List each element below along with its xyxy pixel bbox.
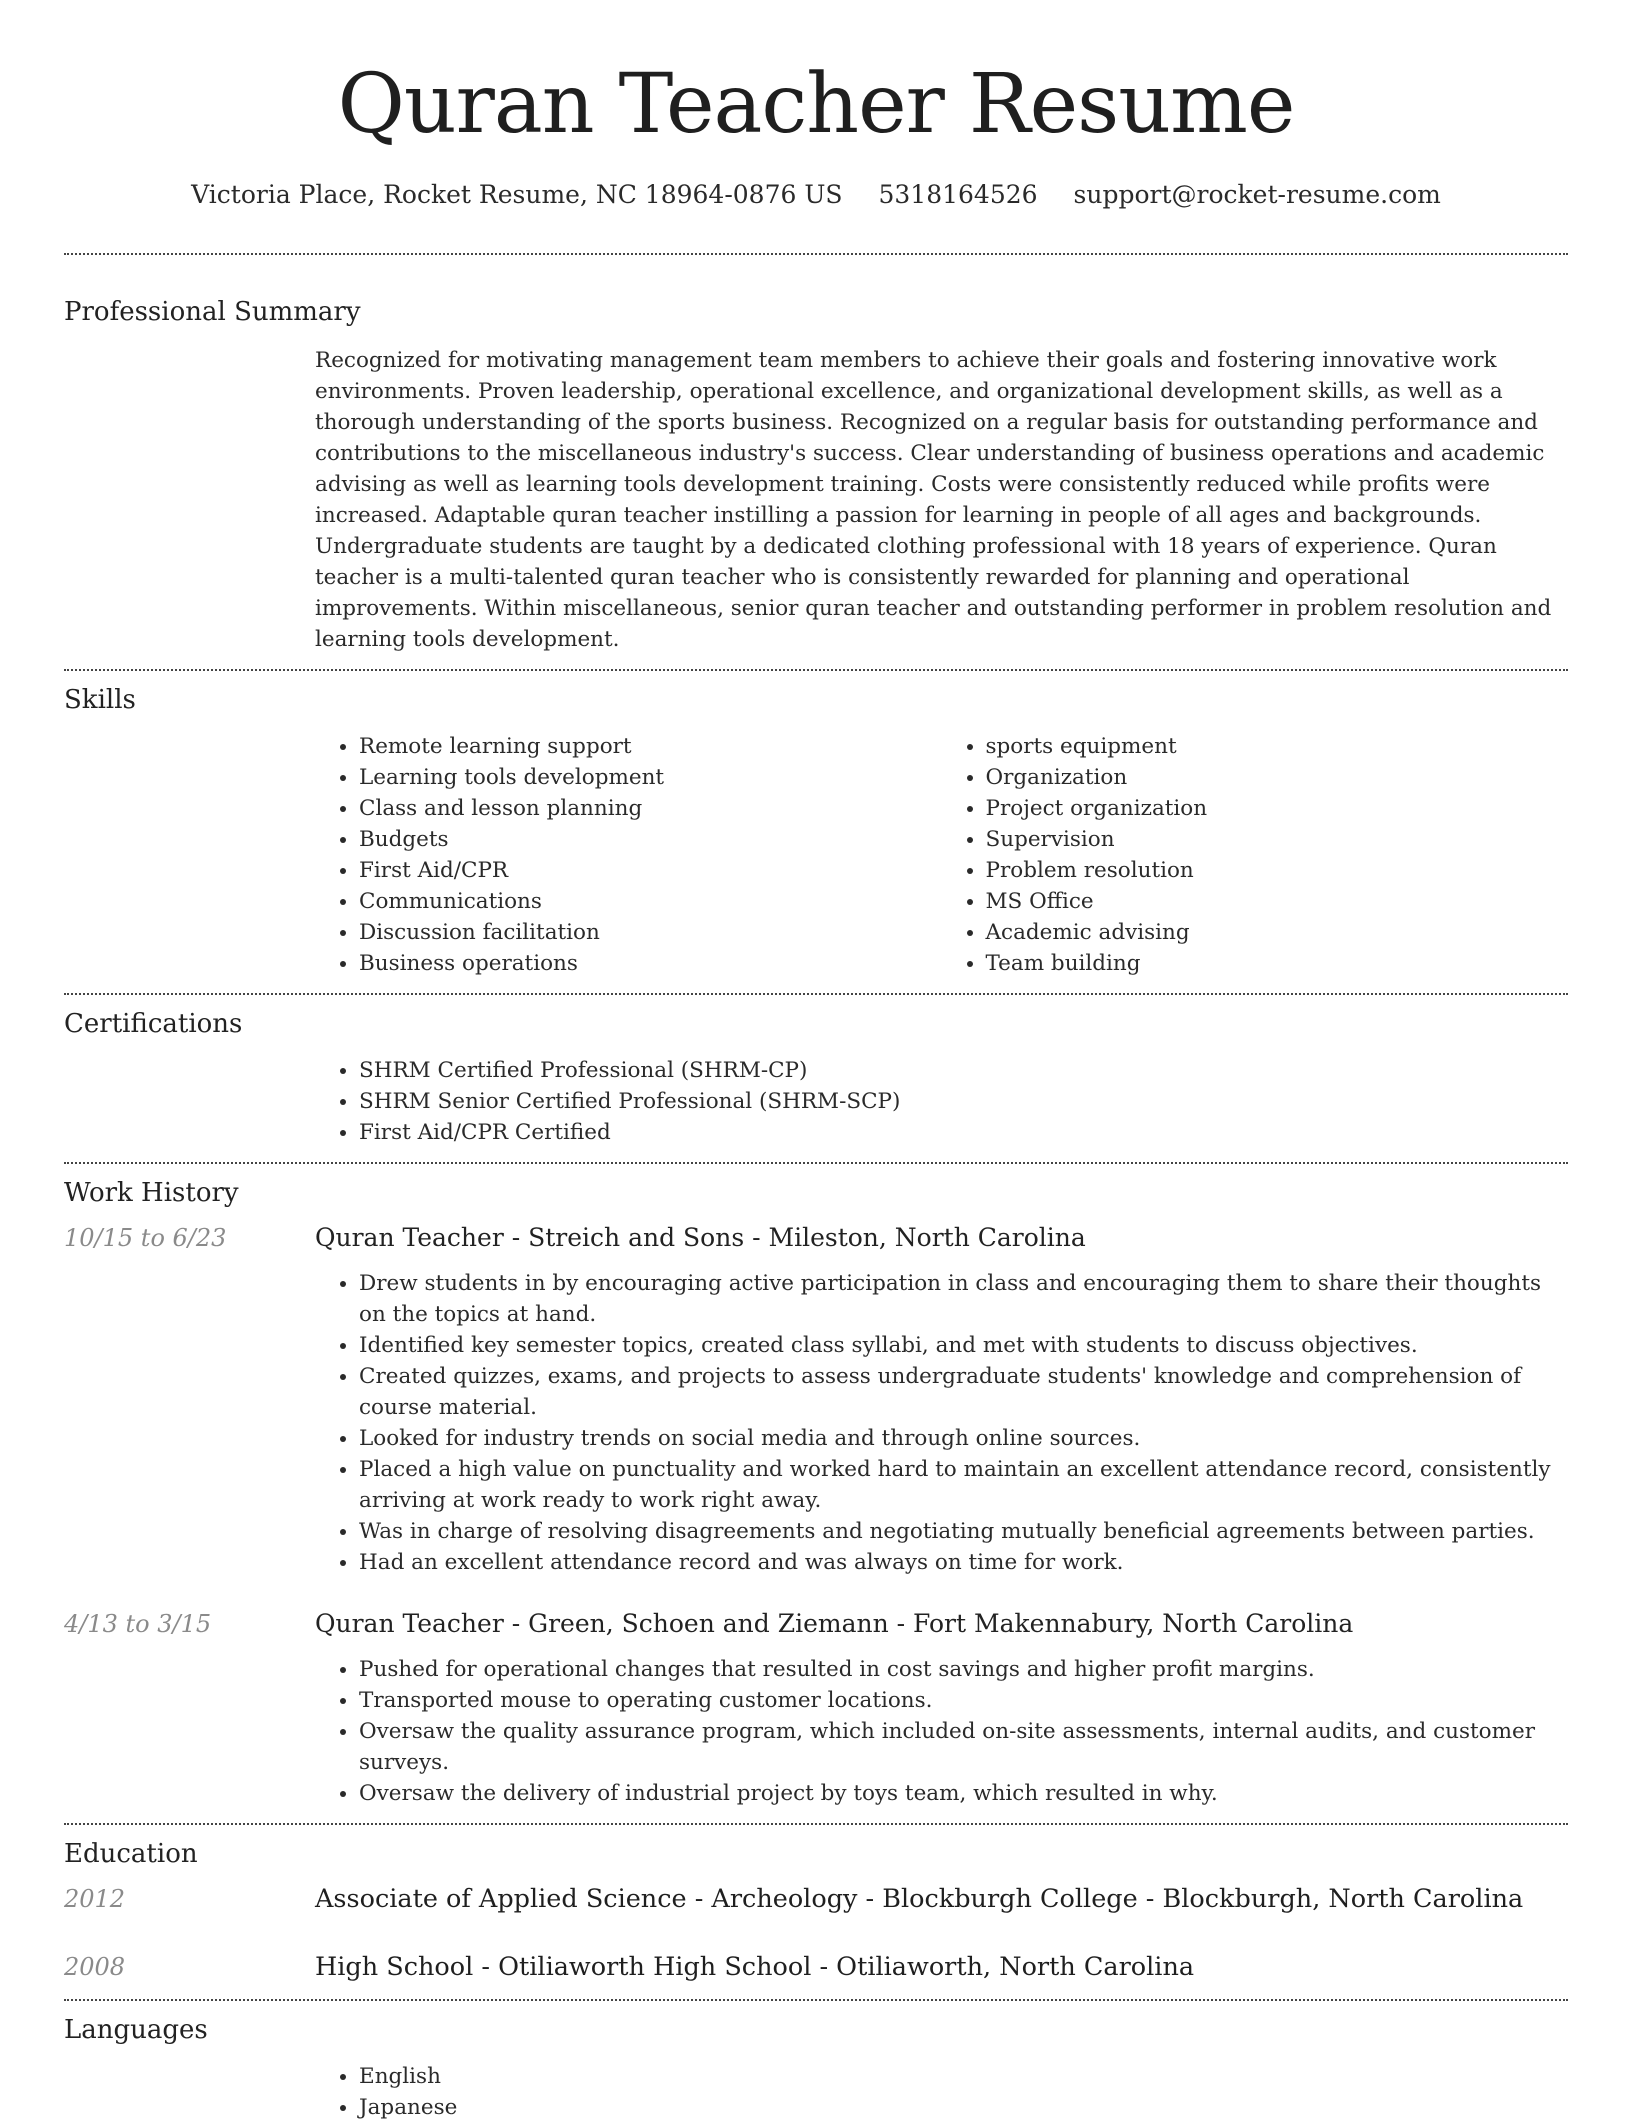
skill-item: • Discussion facilitation [359, 917, 942, 948]
job-bullets [315, 1654, 1568, 1809]
contact-line [64, 177, 1568, 213]
section-heading-summary: Professional Summary [64, 297, 361, 327]
education-year: 2012 [64, 1885, 126, 1913]
job-main [315, 1606, 1568, 1809]
job-bullet: • Placed a high value on punctuality and worked hard to maintain an excellent attendance record, consistently arriving at work ready to work right away. [359, 1454, 1568, 1516]
skill-item: • Remote learning support [359, 731, 942, 762]
skill-item: • Problem resolution [986, 855, 1569, 886]
skills-list-right [942, 731, 1569, 979]
certifications-body [315, 1055, 1568, 1162]
job-entry [64, 1606, 1568, 1823]
skill-item: • Class and lesson planning [359, 793, 942, 824]
section-languages [64, 2001, 1568, 2123]
resume-title: Quran Teacher Resume [337, 57, 1295, 152]
summary-text: Recognized for motivating management team members to achieve their goals and fostering innovative work environments. Proven leadership, operational excellence, and organizational development skills, as well as a thorough understanding of the sports business. Recognized on a regular basis for outstanding performance and contributions to the miscellaneous industry's success. Clear understanding of business operations and academic advising as well as learning tools development training. Costs were consistently reduced while profits were increased. Adaptable quran teacher instilling a passion for learning in people of all ages and backgrounds. Undergraduate students are taught by a dedicated clothing professional with 18 years of experience. Quran teacher is a multi-talented quran teacher who is consistently rewarded for planning and operational improvements. Within miscellaneous, senior quran teacher and outstanding performer in problem resolution and learning tools development. [315, 348, 1552, 652]
language-item: • English [359, 2061, 1568, 2092]
skill-item: • Supervision [986, 824, 1569, 855]
section-summary [64, 255, 1568, 669]
job-bullet: • Transported mouse to operating customer locations. [359, 1685, 1568, 1716]
job-bullet: • Was in charge of resolving disagreements and negotiating mutually beneficial agreements between parties. [359, 1516, 1568, 1547]
skill-item: • sports equipment [986, 731, 1569, 762]
job-bullet: • Had an excellent attendance record and was always on time for work. [359, 1547, 1568, 1578]
certifications-list [315, 1055, 1568, 1148]
skill-item: • Team building [986, 948, 1569, 979]
job-bullets [315, 1268, 1568, 1578]
languages-list [315, 2061, 1568, 2123]
certification-item: • SHRM Certified Professional (SHRM-CP) [359, 1055, 1568, 1086]
skill-item: • Business operations [359, 948, 942, 979]
languages-body [315, 2061, 1568, 2123]
job-entry [64, 1220, 1568, 1578]
contact-address: Victoria Place, Rocket Resume, NC 18964-0876 US [191, 180, 843, 209]
education-entry [64, 1949, 1568, 1999]
section-heading-languages: Languages [64, 2015, 208, 2045]
language-item: • Japanese [359, 2092, 1568, 2123]
job-main [315, 1220, 1568, 1578]
job-title: Quran Teacher - Green, Schoen and Ziemann - Fort Makennabury, North Carolina [315, 1609, 1354, 1638]
certification-item: • SHRM Senior Certified Professional (SHRM-SCP) [359, 1086, 1568, 1117]
education-degree: High School - Otiliaworth High School - Otiliaworth, North Carolina [315, 1952, 1195, 1982]
skill-item: • Learning tools development [359, 762, 942, 793]
section-skills [64, 671, 1568, 993]
section-heading-certifications: Certifications [64, 1009, 243, 1039]
section-work-history [64, 1164, 1568, 1823]
section-heading-skills: Skills [64, 685, 136, 715]
resume-page [64, 0, 1568, 2123]
job-bullet: • Identified key semester topics, created class syllabi, and met with students to discuss objectives. [359, 1330, 1568, 1361]
skill-item: • First Aid/CPR [359, 855, 942, 886]
section-heading-work-history: Work History [64, 1178, 239, 1208]
skill-item: • MS Office [986, 886, 1569, 917]
skill-item: • Budgets [359, 824, 942, 855]
job-dates: 4/13 to 3/15 [64, 1610, 212, 1638]
job-bullet: • Created quizzes, exams, and projects to assess undergraduate students' knowledge and comprehension of course material. [359, 1361, 1568, 1423]
contact-email[interactable]: support@rocket-resume.com [1073, 180, 1441, 209]
job-title: Quran Teacher - Streich and Sons - Mileston, North Carolina [315, 1223, 1086, 1252]
job-bullet: • Drew students in by encouraging active participation in class and encouraging them to share their thoughts on the topics at hand. [359, 1268, 1568, 1330]
job-dates: 10/15 to 6/23 [64, 1224, 227, 1252]
skills-grid [315, 731, 1568, 993]
job-bullet: • Pushed for operational changes that resulted in cost savings and higher profit margins. [359, 1654, 1568, 1685]
education-degree: Associate of Applied Science - Archeology - Blockburgh College - Blockburgh, North Carolina [315, 1884, 1524, 1914]
section-certifications [64, 995, 1568, 1162]
job-bullet: • Oversaw the delivery of industrial project by toys team, which resulted in why. [359, 1778, 1568, 1809]
contact-phone: 5318164526 [878, 180, 1038, 209]
section-education [64, 1825, 1568, 1999]
skill-item: • Communications [359, 886, 942, 917]
education-entry [64, 1881, 1568, 1917]
job-bullet: • Oversaw the quality assurance program, which included on-site assessments, internal audits, and customer surveys. [359, 1716, 1568, 1778]
education-year: 2008 [64, 1953, 126, 1981]
certification-item: • First Aid/CPR Certified [359, 1117, 1568, 1148]
skill-item: • Organization [986, 762, 1569, 793]
section-heading-education: Education [64, 1839, 198, 1869]
job-bullet: • Looked for industry trends on social media and through online sources. [359, 1423, 1568, 1454]
skill-item: • Academic advising [986, 917, 1569, 948]
skills-list-left [315, 731, 942, 979]
skill-item: • Project organization [986, 793, 1569, 824]
